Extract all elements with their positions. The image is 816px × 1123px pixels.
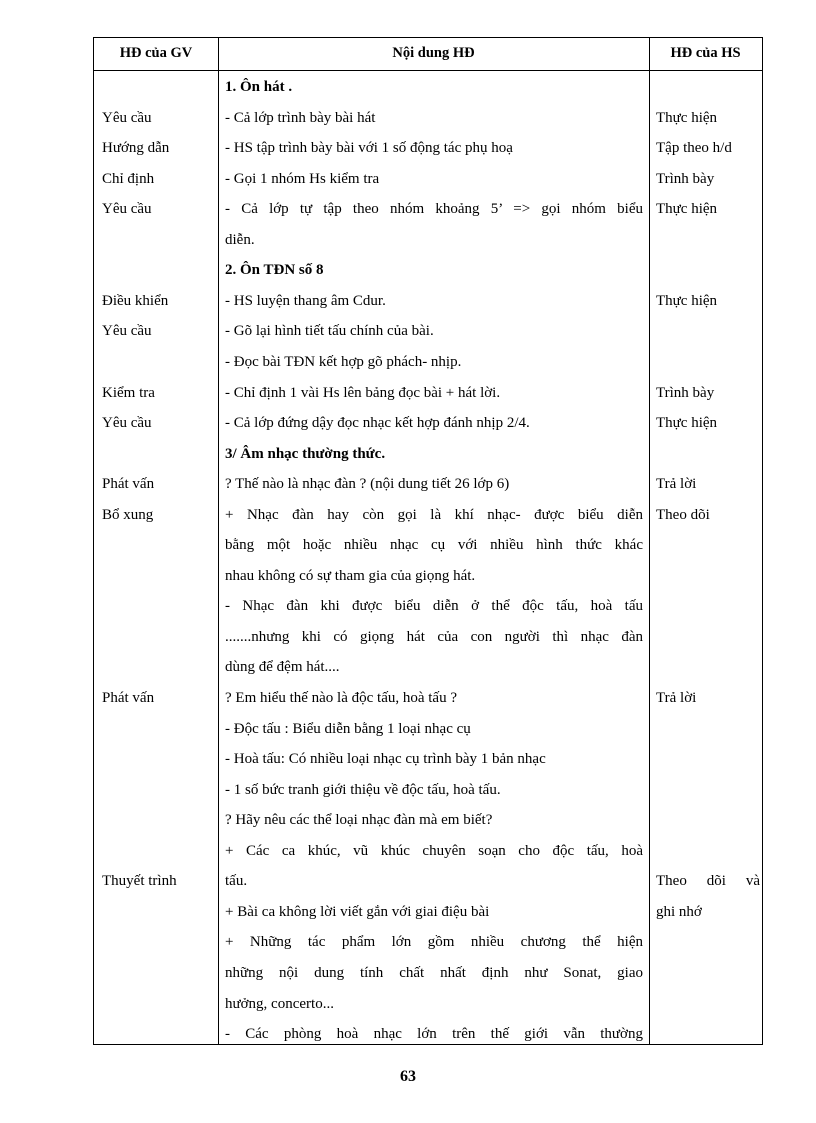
- teacher-activity-cell: Bổ xung: [102, 506, 154, 523]
- table-row: [94, 652, 762, 683]
- content-cell: - Chỉ định 1 vài Hs lên bảng đọc bài + hát lời.: [225, 384, 501, 401]
- student-activity-cell: Trả lời: [656, 476, 697, 493]
- content-cell: - 1 số bức tranh giới thiệu về độc tấu, hoà tấu.: [225, 781, 501, 798]
- content-cell: + Các ca khúc, vũ khúc chuyên soạn cho độc tấu, hoà: [225, 842, 643, 859]
- content-cell: - Gõ lại hình tiết tấu chính của bài.: [225, 323, 434, 340]
- table-row: [94, 408, 762, 439]
- table-row: [94, 439, 762, 470]
- teacher-activity-cell: Yêu cầu: [102, 109, 152, 126]
- table-row: [94, 286, 762, 317]
- student-activity-cell: Thực hiện: [656, 415, 718, 432]
- content-cell: - Các phòng hoà nhạc lớn trên thế giới vẫn thường: [225, 1026, 643, 1043]
- content-cell: - Nhạc đàn khi được biểu diễn ở thể độc tấu, hoà tấu: [225, 598, 643, 615]
- content-cell: - Cả lớp tự tập theo nhóm khoảng 5’ => gọi nhóm biểu: [225, 201, 643, 218]
- teacher-activity-cell: [102, 989, 214, 1020]
- teacher-activity-cell: [102, 591, 214, 622]
- student-activity-cell: [656, 591, 760, 622]
- teacher-activity-cell: [102, 1019, 214, 1050]
- teacher-activity-cell: [102, 958, 214, 989]
- table-row: [94, 805, 762, 836]
- table-row: [94, 1019, 762, 1050]
- table-row: [94, 958, 762, 989]
- teacher-activity-cell: [102, 836, 214, 867]
- content-cell: - Cả lớp đứng dậy đọc nhạc kết hợp đánh nhịp 2/4.: [225, 415, 530, 432]
- student-activity-cell: [656, 316, 760, 347]
- table-row: [94, 989, 762, 1020]
- table-row: [94, 194, 762, 225]
- teacher-activity-cell: Yêu cầu: [102, 201, 152, 218]
- teacher-activity-cell: Yêu cầu: [102, 415, 152, 432]
- header-divider: [94, 70, 762, 71]
- teacher-activity-cell: Thuyết trình: [102, 873, 177, 890]
- student-activity-cell: ghi nhớ: [656, 903, 702, 920]
- table-row: [94, 714, 762, 745]
- teacher-activity-cell: [102, 72, 214, 103]
- teacher-activity-cell: [102, 744, 214, 775]
- student-activity-cell: [656, 744, 760, 775]
- student-activity-cell: [656, 72, 760, 103]
- teacher-activity-cell: [102, 622, 214, 653]
- student-activity-cell: Trả lời: [656, 690, 697, 706]
- student-activity-cell: [656, 1019, 760, 1050]
- content-cell: bằng một hoặc nhiều nhạc cụ với nhiều hình thức khác: [225, 537, 643, 554]
- teacher-activity-cell: [102, 225, 214, 256]
- table-row: [94, 133, 762, 164]
- table-row: [94, 72, 762, 103]
- student-activity-cell: Theo dõi: [656, 506, 710, 523]
- table-row: [94, 744, 762, 775]
- teacher-activity-cell: [102, 347, 214, 378]
- content-cell: ? Hãy nêu các thể loại nhạc đàn mà em biết?: [225, 812, 493, 829]
- table-row: [94, 591, 762, 622]
- content-cell: - HS luyện thang âm Cdur.: [225, 292, 386, 309]
- content-cell: dùng để đệm hát....: [225, 659, 340, 676]
- teacher-activity-cell: [102, 439, 214, 470]
- header-student-activity: HĐ của HS: [670, 45, 741, 61]
- table-row: [94, 164, 762, 195]
- student-activity-cell: Trình bày: [656, 170, 715, 187]
- table-row: [94, 836, 762, 867]
- student-activity-cell: [656, 775, 760, 806]
- student-activity-cell: [656, 927, 760, 958]
- content-cell: ? Thế nào là nhạc đàn ? (nội dung tiết 26 lớp 6): [225, 476, 510, 493]
- student-activity-cell: [656, 714, 760, 745]
- student-activity-cell: Thực hiện: [656, 292, 718, 309]
- table-row: [94, 469, 762, 500]
- teacher-activity-cell: [102, 927, 214, 958]
- table-row: [94, 378, 762, 409]
- content-cell: - HS tập trình bày bài với 1 số động tác phụ hoạ: [225, 140, 513, 157]
- student-activity-cell: Trình bày: [656, 384, 715, 401]
- page-number: 63: [400, 1068, 416, 1085]
- content-cell: - Đọc bài TĐN kết hợp gõ phách- nhịp.: [225, 353, 462, 370]
- student-activity-cell: [656, 225, 760, 256]
- student-activity-cell: Tập theo h/d: [656, 140, 732, 157]
- teacher-activity-cell: [102, 652, 214, 683]
- header-teacher-activity: HĐ của GV: [119, 45, 193, 61]
- table-row: [94, 530, 762, 561]
- content-cell: 1. Ôn hát .: [225, 79, 293, 95]
- teacher-activity-cell: [102, 805, 214, 836]
- student-activity-cell: [656, 439, 760, 470]
- table-row: [94, 255, 762, 286]
- student-activity-cell: [656, 989, 760, 1020]
- teacher-activity-cell: [102, 255, 214, 286]
- table-row: [94, 316, 762, 347]
- student-activity-cell: [656, 530, 760, 561]
- table-row: [94, 500, 762, 531]
- content-cell: hưởng, concerto...: [225, 995, 334, 1012]
- student-activity-cell: [656, 652, 760, 683]
- table-row: [94, 561, 762, 592]
- content-cell: + Nhạc đàn hay còn gọi là khí nhạc- được biểu diễn: [225, 506, 643, 523]
- student-activity-cell: Theo dõi và: [656, 873, 760, 890]
- teacher-activity-cell: Chỉ định: [102, 170, 155, 187]
- teacher-activity-cell: [102, 775, 214, 806]
- table-row: [94, 347, 762, 378]
- teacher-activity-cell: Phát vấn: [102, 476, 155, 493]
- teacher-activity-cell: Yêu cầu: [102, 323, 152, 340]
- content-cell: - Gọi 1 nhóm Hs kiểm tra: [225, 170, 380, 187]
- content-cell: diễn.: [225, 231, 255, 248]
- content-cell: 2. Ôn TĐN số 8: [225, 262, 324, 279]
- table-row: [94, 622, 762, 653]
- table-row: [94, 683, 762, 714]
- student-activity-cell: [656, 347, 760, 378]
- table-row: [94, 775, 762, 806]
- table-row: [94, 897, 762, 928]
- content-cell: - Độc tấu : Biểu diễn bằng 1 loại nhạc cụ: [225, 720, 471, 737]
- teacher-activity-cell: Điều khiển: [102, 292, 169, 309]
- student-activity-cell: [656, 805, 760, 836]
- student-activity-cell: [656, 561, 760, 592]
- content-cell: ? Em hiểu thế nào là độc tấu, hoà tấu ?: [225, 690, 457, 706]
- content-cell: 3/ Âm nhạc thường thức.: [225, 445, 386, 462]
- content-cell: .......nhưng khi có giọng hát của con người thì nhạc đàn: [225, 628, 643, 645]
- student-activity-cell: [656, 622, 760, 653]
- table-row: [94, 225, 762, 256]
- student-activity-cell: Thực hiện: [656, 201, 718, 218]
- teacher-activity-cell: Phát vấn: [102, 690, 155, 706]
- content-cell: + Những tác phẩm lớn gồm nhiều chương thể hiện: [225, 934, 643, 951]
- content-cell: những nội dung tính chất nhất định như Sonat, giao: [225, 964, 643, 981]
- student-activity-cell: [656, 255, 760, 286]
- student-activity-cell: Thực hiện: [656, 109, 718, 126]
- content-cell: nhau không có sự tham gia của giọng hát.: [225, 567, 476, 584]
- teacher-activity-cell: [102, 561, 214, 592]
- teacher-activity-cell: Kiểm tra: [102, 384, 155, 401]
- content-cell: tấu.: [225, 873, 248, 890]
- content-cell: + Bài ca không lời viết gắn với giai điệu bài: [225, 903, 490, 920]
- teacher-activity-cell: [102, 714, 214, 745]
- teacher-activity-cell: Hướng dẫn: [102, 140, 170, 157]
- header-content: Nội dung HĐ: [392, 45, 475, 61]
- teacher-activity-cell: [102, 897, 214, 928]
- content-cell: - Cả lớp trình bày bài hát: [225, 109, 376, 126]
- student-activity-cell: [656, 836, 760, 867]
- table-row: [94, 927, 762, 958]
- teacher-activity-cell: [102, 530, 214, 561]
- content-cell: - Hoà tấu: Có nhiều loại nhạc cụ trình bày 1 bản nhạc: [225, 751, 546, 768]
- table-row: [94, 866, 762, 897]
- table-row: [94, 103, 762, 134]
- lesson-table: [93, 37, 763, 1045]
- student-activity-cell: [656, 958, 760, 989]
